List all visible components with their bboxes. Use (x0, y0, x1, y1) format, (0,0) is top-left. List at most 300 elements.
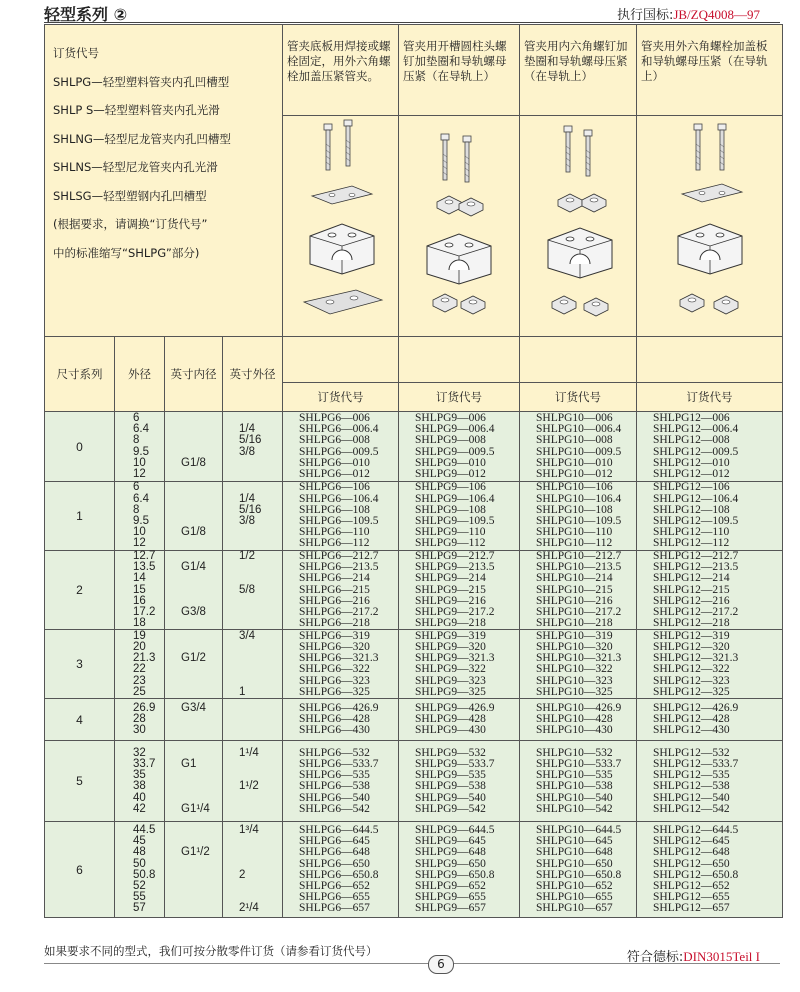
order-code: SHLPG12—644.5 (653, 824, 739, 837)
outer-diameter-value: 9.5 (133, 515, 149, 527)
inch-outer-value (239, 714, 282, 725)
order-code: SHLPG12—532 (653, 746, 730, 759)
outer-diameter-value: 8 (133, 503, 140, 516)
order-code-cell (520, 412, 637, 482)
order-code: SHLPG10—325 (536, 685, 613, 698)
inch-outer-value (239, 482, 282, 493)
size-series: 2 (45, 551, 115, 630)
inch-inner-cell (165, 699, 223, 741)
inch-inner-value: G1/8 (181, 456, 206, 469)
order-code-cell (399, 741, 520, 822)
order-code: SHLPG10—426.9 (536, 702, 622, 715)
intro-line: SHLPG—轻型塑料管夹内孔凹槽型 (53, 74, 230, 89)
mount-desc-4: 管夹用外六角螺栓加盖板和导轨螺母压紧（在导轨上） (637, 25, 783, 116)
order-code-cell (637, 412, 783, 482)
order-code-cell (637, 741, 783, 822)
order-code-cell (637, 699, 783, 741)
inch-inner-cell (165, 630, 223, 699)
order-code: SHLPG12—006 (653, 411, 730, 424)
inch-inner-value (181, 482, 222, 493)
order-code: SHLPG10—645 (536, 835, 613, 848)
order-code: SHLPG9—319 (415, 629, 486, 642)
inch-outer-value (239, 664, 282, 675)
order-code: SHLPG9—644.5 (415, 824, 495, 837)
inch-inner-value (181, 870, 222, 881)
outer-diameter-value: 13.5 (133, 561, 156, 574)
order-code: SHLPG9—540 (415, 791, 486, 804)
order-code: SHLPG12—106 (653, 481, 730, 494)
inch-inner-value (181, 881, 222, 892)
order-code: SHLPG6—108 (299, 503, 370, 516)
order-code: SHLPG12—540 (653, 791, 730, 804)
order-code: SHLPG12—214 (653, 572, 730, 585)
order-code: SHLPG6—215 (299, 583, 370, 596)
order-code: SHLPG6—106 (299, 481, 370, 494)
inch-outer-value: 5/16 (239, 434, 262, 447)
order-code: SHLPG9—650 (415, 857, 486, 870)
order-code: SHLPG10—012 (536, 467, 613, 480)
order-code: SHLPG9—320 (415, 640, 486, 653)
inch-inner-value (181, 469, 222, 480)
order-code: SHLPG10—215 (536, 583, 613, 596)
inch-inner-value: G1/2 (181, 652, 206, 665)
order-code: SHLPG10—108 (536, 503, 613, 516)
standard-value: JB/ZQ4008—97 (673, 7, 760, 22)
order-code-cell (399, 630, 520, 699)
order-code: SHLPG9—532 (415, 746, 486, 759)
inch-inner-value (181, 618, 222, 629)
outer-diameter-value: 26.9 (133, 702, 156, 715)
order-code: SHLPG9—008 (415, 434, 486, 447)
intro-line: 中的标准缩写“SHLPG”部分) (53, 245, 200, 260)
order-code-cell (283, 482, 399, 551)
standard-label (617, 4, 760, 23)
order-code: SHLPG12—212.7 (653, 550, 739, 562)
outer-diameter-value: 6.4 (133, 423, 149, 436)
order-code: SHLPG10—540 (536, 791, 613, 804)
order-code: SHLPG6—644.5 (299, 824, 379, 837)
footer-note: 如果要求不同的型式，我们可按分散零件订货（请参看订货代号） (44, 944, 378, 958)
col-outer-diameter: 外径 (115, 337, 165, 412)
intro-line: SHLP S—轻型塑料管夹内孔光滑 (53, 103, 220, 117)
order-code: SHLPG10—218 (536, 617, 613, 630)
inch-inner-cell (165, 822, 223, 918)
inch-inner-value (181, 825, 222, 836)
inch-inner-cell (165, 741, 223, 822)
outer-diameter-value: 30 (133, 724, 146, 737)
order-code: SHLPG10—532 (536, 746, 613, 759)
order-code: SHLPG9—112 (415, 537, 486, 550)
inch-inner-value (181, 676, 222, 687)
outer-diameter-value: 12 (133, 537, 146, 550)
order-code: SHLPG10—428 (536, 713, 613, 726)
order-code: SHLPG9—538 (415, 780, 486, 793)
order-code: SHLPG10—320 (536, 640, 613, 653)
size-series: 5 (45, 741, 115, 822)
outer-diameter-value: 38 (133, 780, 146, 793)
outer-diameter-value: 15 (133, 583, 146, 596)
header-rule (44, 22, 780, 23)
intro-line: SHLNS—轻型尼龙管夹内孔光滑 (53, 160, 218, 174)
outer-diameter-value: 52 (133, 880, 146, 892)
order-code: SHLPG9—109.5 (415, 515, 495, 527)
outer-diameter-value: 44.5 (133, 824, 156, 837)
order-code: SHLPG12—535 (653, 769, 730, 782)
order-code: SHLPG12—538 (653, 780, 730, 793)
order-code: SHLPG9—006.4 (415, 423, 495, 436)
size-series: 1 (45, 482, 115, 551)
order-code-cell (637, 822, 783, 918)
inch-inner-value: G1/8 (181, 526, 206, 539)
inch-outer-value (239, 458, 282, 469)
outer-diameter-value: 28 (133, 713, 146, 726)
outer-diameter-cell (115, 630, 165, 699)
order-code-cell (399, 412, 520, 482)
order-code: SHLPG6—320 (299, 640, 370, 653)
order-code: SHLPG10—535 (536, 769, 613, 782)
header-spacer (283, 337, 399, 383)
order-code: SHLPG9—652 (415, 880, 486, 892)
order-code: SHLPG6—540 (299, 791, 370, 804)
order-code-cell (520, 741, 637, 822)
order-code: SHLPG9—213.5 (415, 561, 495, 574)
page-title: 轻型系列 ② (44, 5, 128, 24)
order-code: SHLPG10—430 (536, 724, 613, 737)
order-code: SHLPG12—213.5 (653, 561, 739, 574)
order-code: SHLPG10—650.8 (536, 868, 622, 881)
outer-diameter-value: 6.4 (133, 492, 149, 505)
order-code: SHLPG10—106.4 (536, 492, 622, 505)
order-code: SHLPG9—426.9 (415, 702, 495, 715)
order-code: SHLPG9—106.4 (415, 492, 495, 505)
inch-outer-value (239, 725, 282, 736)
outer-diameter-value: 16 (133, 594, 146, 607)
order-code: SHLPG12—533.7 (653, 757, 739, 770)
outer-diameter-cell (115, 412, 165, 482)
inch-outer-value: 1¹/4 (239, 746, 259, 759)
order-code: SHLPG6—533.7 (299, 757, 379, 770)
order-code: SHLPG10—106 (536, 481, 613, 494)
order-code: SHLPG9—212.7 (415, 550, 495, 562)
inch-outer-value (239, 804, 282, 815)
order-code: SHLPG6—426.9 (299, 702, 379, 715)
intro-line: SHLSG—轻型塑钢内孔凹槽型 (53, 188, 207, 203)
outer-diameter-value: 35 (133, 769, 146, 782)
pipe-clamp-table (44, 24, 783, 918)
outer-diameter-value: 50.8 (133, 868, 156, 881)
order-code: SHLPG6—323 (299, 674, 370, 687)
page-number: 6 (428, 955, 454, 974)
inch-outer-value: 3/8 (239, 515, 255, 527)
inch-outer-value (239, 703, 282, 714)
order-code: SHLPG6—430 (299, 724, 370, 737)
order-code: SHLPG12—006.4 (653, 423, 739, 436)
outer-diameter-value: 14 (133, 572, 146, 585)
inch-inner-value (181, 903, 222, 914)
order-code: SHLPG6—006 (299, 411, 370, 424)
outer-diameter-value: 22 (133, 663, 146, 676)
inch-outer-cell (223, 741, 283, 822)
order-code: SHLPG10—323 (536, 674, 613, 687)
order-code: SHLPG10—112 (536, 537, 613, 550)
order-code: SHLPG10—538 (536, 780, 613, 793)
order-code: SHLPG12—650.8 (653, 868, 739, 881)
order-code: SHLPG6—657 (299, 902, 370, 915)
size-series: 4 (45, 699, 115, 741)
order-code: SHLPG9—009.5 (415, 445, 495, 458)
order-code: SHLPG9—108 (415, 503, 486, 516)
inch-inner-value (181, 714, 222, 725)
outer-diameter-value: 57 (133, 902, 146, 915)
order-code: SHLPG10—648 (536, 846, 613, 859)
order-code: SHLPG12—657 (653, 902, 730, 915)
order-code: SHLPG6—010 (299, 456, 370, 469)
mount-image-2 (399, 116, 520, 337)
din-value: DIN3015Teil I (683, 949, 760, 964)
order-code: SHLPG12—645 (653, 835, 730, 848)
outer-diameter-value: 9.5 (133, 445, 149, 458)
mount-desc-2: 管夹用开槽圆柱头螺钉加垫圈和导轨螺母压紧（在导轨上） (399, 25, 520, 116)
outer-diameter-value: 40 (133, 791, 146, 804)
order-code: SHLPG12—215 (653, 583, 730, 596)
size-series: 6 (45, 822, 115, 918)
inch-inner-value (181, 447, 222, 458)
outer-diameter-value: 19 (133, 629, 146, 642)
inch-inner-value (181, 424, 222, 435)
order-code: SHLPG6—214 (299, 572, 370, 585)
order-code: SHLPG12—106.4 (653, 492, 739, 505)
order-code: SHLPG6—109.5 (299, 515, 379, 527)
col-order-code-2: 订货代号 (399, 383, 520, 412)
order-code: SHLPG10—650 (536, 857, 613, 870)
order-code: SHLPG9—650.8 (415, 868, 495, 881)
order-code-cell (399, 482, 520, 551)
order-code: SHLPG6—213.5 (299, 561, 379, 574)
order-code: SHLPG6—319 (299, 629, 370, 642)
order-code: SHLPG6—322 (299, 663, 370, 676)
size-row (45, 412, 783, 482)
order-code: SHLPG12—110 (653, 526, 730, 539)
inch-inner-value (181, 664, 222, 675)
inch-outer-value (239, 836, 282, 847)
outer-diameter-value: 17.2 (133, 605, 156, 618)
order-code: SHLPG10—655 (536, 891, 613, 904)
clamp-slotted-screw-icon (401, 116, 517, 332)
order-code: SHLPG12—010 (653, 456, 730, 469)
standard-label-text: 执行国标: (616, 8, 674, 23)
order-code: SHLPG6—006.4 (299, 423, 379, 436)
order-code: SHLPG6—212.7 (299, 550, 379, 562)
mount-image-1 (283, 116, 399, 337)
order-code: SHLPG12—325 (653, 685, 730, 698)
order-code: SHLPG9—535 (415, 769, 486, 782)
inch-outer-value: 1³/4 (239, 824, 259, 837)
order-code: SHLPG9—430 (415, 724, 486, 737)
order-code: SHLPG6—645 (299, 835, 370, 848)
inch-outer-value: 2 (239, 868, 246, 881)
inch-inner-value (181, 435, 222, 446)
order-code: SHLPG6—655 (299, 891, 370, 904)
order-code: SHLPG9—645 (415, 835, 486, 848)
order-code: SHLPG9—217.2 (415, 605, 495, 618)
inch-inner-value (181, 505, 222, 516)
order-code: SHLPG6—428 (299, 713, 370, 726)
header-spacer (637, 337, 783, 383)
order-code: SHLPG12—323 (653, 674, 730, 687)
order-code: SHLPG6—538 (299, 780, 370, 793)
order-code-cell (520, 551, 637, 630)
order-code-cell (520, 822, 637, 918)
inch-outer-cell (223, 822, 283, 918)
order-code: SHLPG9—010 (415, 456, 486, 469)
intro-line: (根据要求，请调换“订货代号” (53, 217, 208, 231)
order-code: SHLPG10—109.5 (536, 515, 622, 527)
clamp-hex-bolt-cover-icon (640, 116, 780, 332)
size-series: 3 (45, 630, 115, 699)
order-code: SHLPG6—110 (299, 526, 370, 539)
inch-outer-value (239, 538, 282, 549)
outer-diameter-cell (115, 482, 165, 551)
order-code-cell (637, 551, 783, 630)
order-code: SHLPG12—319 (653, 629, 730, 642)
order-code-cell (399, 551, 520, 630)
col-inch-outer: 英寸外径 (223, 337, 283, 412)
inch-inner-value (181, 494, 222, 505)
mount-image-3 (520, 116, 637, 337)
order-code-cell (283, 630, 399, 699)
order-code: SHLPG9—106 (415, 481, 486, 494)
order-code: SHLPG6—008 (299, 434, 370, 447)
din-label (627, 946, 760, 965)
size-rows (45, 412, 783, 918)
order-code: SHLPG6—325 (299, 685, 370, 698)
inch-outer-value (239, 676, 282, 687)
order-code: SHLPG10—214 (536, 572, 613, 585)
order-code: SHLPG9—322 (415, 663, 486, 676)
order-code: SHLPG9—006 (415, 411, 486, 424)
inch-outer-value: 1 (239, 685, 246, 698)
inch-inner-value (181, 631, 222, 642)
order-code: SHLPG9—648 (415, 846, 486, 859)
outer-diameter-cell (115, 551, 165, 630)
order-code-cell (399, 822, 520, 918)
order-code: SHLPG10—006.4 (536, 423, 622, 436)
inch-outer-value (239, 759, 282, 770)
col-inch-inner: 英寸内径 (165, 337, 223, 412)
outer-diameter-value: 33.7 (133, 757, 156, 770)
order-code: SHLPG9—218 (415, 617, 486, 630)
inch-outer-cell (223, 412, 283, 482)
order-code: SHLPG10—009.5 (536, 445, 622, 458)
order-code: SHLPG12—648 (653, 846, 730, 859)
intro-line: SHLNG—轻型尼龙管夹内孔凹槽型 (53, 131, 231, 146)
order-code: SHLPG12—428 (653, 713, 730, 726)
size-row (45, 482, 783, 551)
order-code: SHLPG9—655 (415, 891, 486, 904)
order-code-intro (45, 25, 283, 337)
order-code: SHLPG9—325 (415, 685, 486, 698)
outer-diameter-value: 25 (133, 685, 146, 698)
inch-inner-cell (165, 482, 223, 551)
order-code-cell (283, 741, 399, 822)
order-code: SHLPG6—009.5 (299, 445, 379, 458)
order-code: SHLPG6—535 (299, 769, 370, 782)
outer-diameter-value: 21.3 (133, 652, 156, 665)
order-code-cell (520, 482, 637, 551)
inch-outer-value: 1/4 (239, 492, 255, 505)
order-code: SHLPG9—657 (415, 902, 486, 915)
order-code: SHLPG9—428 (415, 713, 486, 726)
size-series: 0 (45, 412, 115, 482)
order-code: SHLPG9—216 (415, 594, 486, 607)
outer-diameter-value: 8 (133, 434, 140, 447)
order-code: SHLPG6—532 (299, 746, 370, 759)
inch-inner-value: G3/8 (181, 605, 206, 618)
order-code: SHLPG9—110 (415, 526, 486, 539)
order-code: SHLPG6—012 (299, 467, 370, 480)
inch-inner-value: G1¹/4 (181, 802, 210, 815)
order-code: SHLPG12—426.9 (653, 702, 739, 715)
order-code: SHLPG6—652 (299, 880, 370, 892)
inch-outer-value (239, 653, 282, 664)
inch-outer-cell (223, 482, 283, 551)
size-row (45, 630, 783, 699)
inch-outer-value: 1¹/2 (239, 780, 259, 793)
clamp-hex-socket-icon (522, 116, 634, 332)
inch-inner-value: G3/4 (181, 702, 206, 715)
order-code: SHLPG6—542 (299, 802, 370, 815)
inch-inner-value: G1/4 (181, 561, 206, 574)
inch-inner-value (181, 793, 222, 804)
outer-diameter-value: 10 (133, 526, 146, 539)
inch-inner-value (181, 781, 222, 792)
order-code: SHLPG6—321.3 (299, 652, 379, 665)
outer-diameter-value: 42 (133, 802, 146, 815)
order-code: SHLPG12—320 (653, 640, 730, 653)
inch-inner-cell (165, 412, 223, 482)
inch-inner-value (181, 573, 222, 584)
header-spacer (520, 337, 637, 383)
inch-outer-value (239, 847, 282, 858)
inch-outer-value: 1/4 (239, 423, 255, 436)
order-code: SHLPG10—542 (536, 802, 613, 815)
order-code: SHLPG6—650.8 (299, 868, 379, 881)
din-label-text: 符合德标: (626, 950, 684, 965)
order-code: SHLPG12—652 (653, 880, 730, 892)
order-code: SHLPG6—217.2 (299, 605, 379, 618)
header-spacer (399, 337, 520, 383)
mount-desc-3: 管夹用内六角螺钉加垫圈和导轨螺母压紧（在导轨上） (520, 25, 637, 116)
order-code: SHLPG12—650 (653, 857, 730, 870)
order-code: SHLPG12—430 (653, 724, 730, 737)
inch-outer-cell (223, 630, 283, 699)
outer-diameter-value: 55 (133, 891, 146, 904)
order-code: SHLPG12—108 (653, 503, 730, 516)
size-row (45, 741, 783, 822)
order-code: SHLPG10—006 (536, 411, 613, 424)
inch-inner-value (181, 725, 222, 736)
outer-diameter-value: 48 (133, 846, 146, 859)
order-code: SHLPG9—533.7 (415, 757, 495, 770)
order-code: SHLPG12—655 (653, 891, 730, 904)
outer-diameter-value: 12 (133, 467, 146, 480)
intro-title: 订货代号 (53, 46, 99, 60)
order-code: SHLPG12—217.2 (653, 605, 739, 618)
outer-diameter-value: 6 (133, 481, 140, 494)
order-code: SHLPG9—214 (415, 572, 486, 585)
mount-image-4 (637, 116, 783, 337)
inch-outer-value (239, 469, 282, 480)
